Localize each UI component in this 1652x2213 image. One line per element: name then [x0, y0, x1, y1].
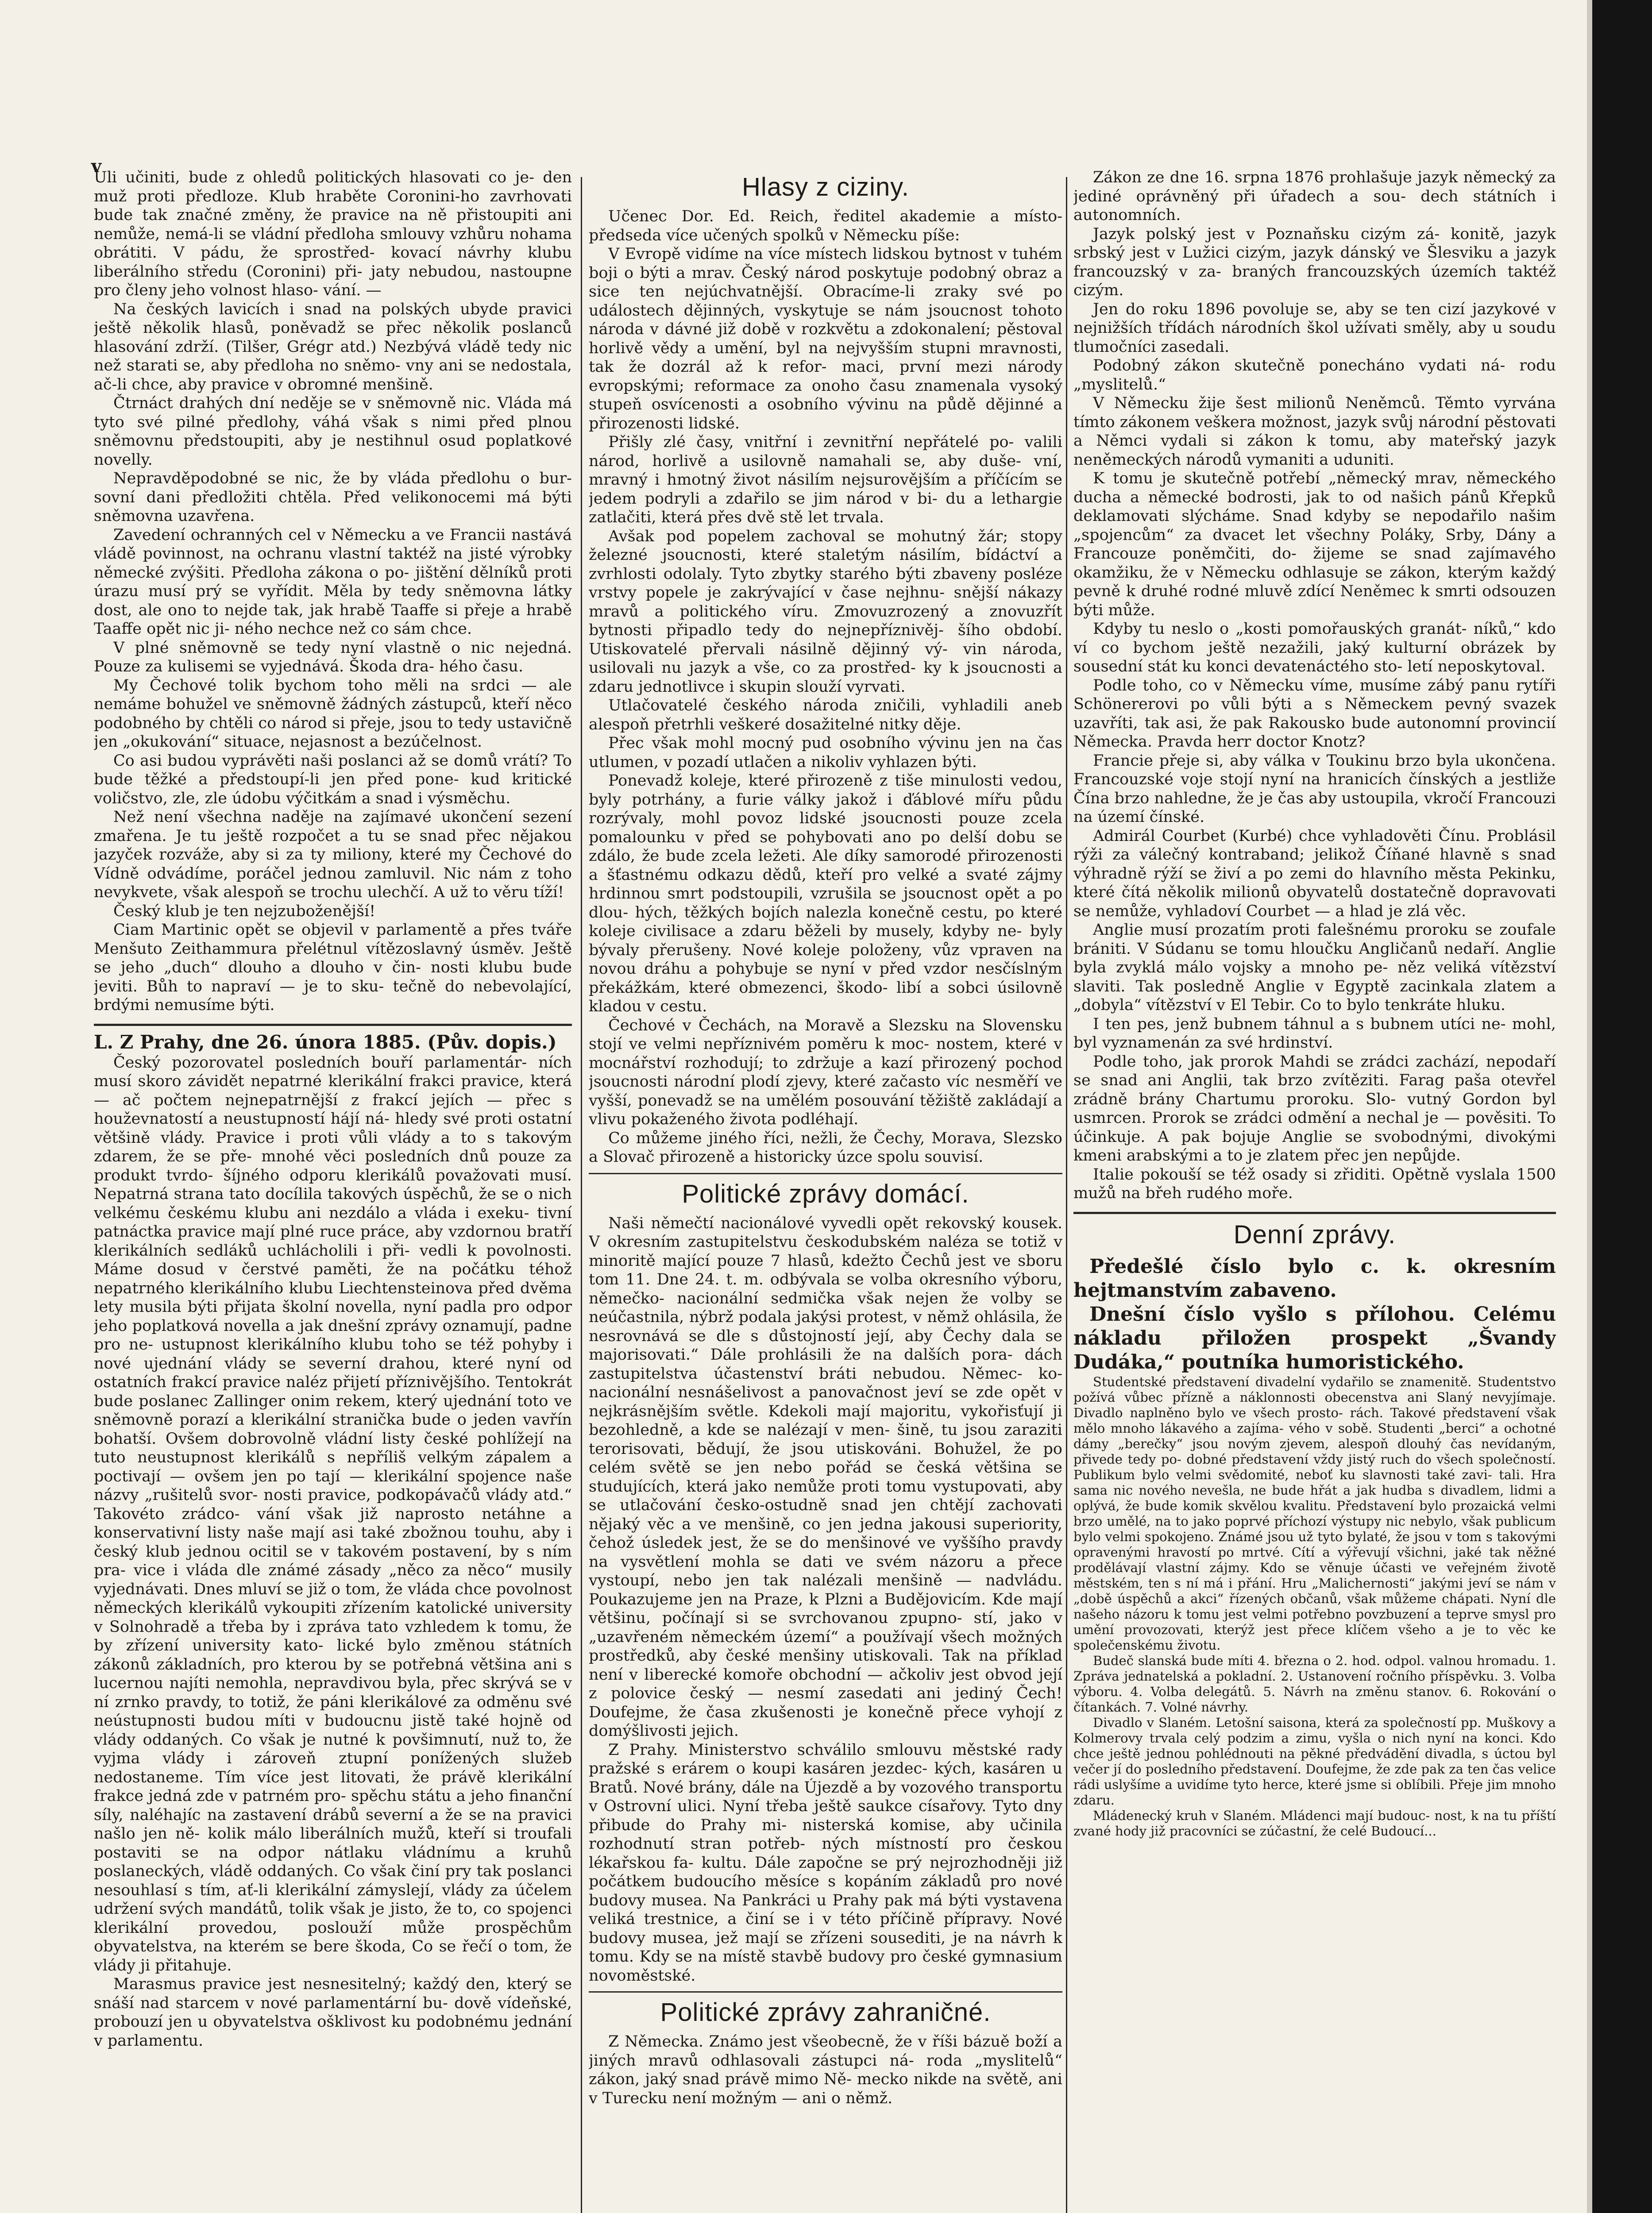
section-heading: Politické zprávy zahraničné. — [660, 1998, 991, 2027]
column-3 — [1073, 168, 1556, 2213]
article-dateline: L. Z Prahy, dne 26. února 1885. (Pův. dopis.) — [94, 1031, 557, 1053]
paragraph: Kdyby tu neslo o „kosti pomořauských granát- níků,“ kdo ví co bychom ještě nezažili, jaký kulturní obrázek by sousední stát ku konci devatenáctého sto- letí neposkytoval. — [1073, 620, 1556, 675]
paragraph: Francie přeje si, aby válka v Toukinu brzo byla ukončena. Francouzské voje stojí nyní na hranicích čínských a jestliže Čína brzo nahledne, že je čas aby ustoupila, vkročí Francouzi na území čínské. — [1073, 752, 1556, 826]
section-rule — [589, 1173, 1062, 1174]
paragraph: Nepravděpodobné se nic, že by vláda předlohu o bur- sovní dani předložiti chtěla. Před velikonocemi má býti sněmovna uzavřena. — [94, 470, 572, 525]
section-rule — [94, 1024, 572, 1026]
section-heading: Denní zprávy. — [1233, 1220, 1396, 1249]
column-2 — [589, 168, 1062, 2213]
paragraph: Naši němečtí nacionálové vyvedli opět rekovský kousek. V okresním zastupitelstvu českodubském naléza se totiž v minoritě mající pouze 7 hlasů, kdežto Čechů jest ve sboru tom 11. Dne 24. t. m. odbývala se volba okresního výboru, němečko- nacionální sedmička však nejen že volby se neúčastnila, nýbrž podala jakýsi protest, v němž ohlásila, že nesrovnává se dle s důstojností její, aby Čechy dala se majorisovati.“ Dále prohlásili že na dalších pora- dách zastupitelstva účastenství bráti nebudou. Němec- ko-nacionální nesnášelivost a panovačnost jeví se zde opět v nejkrásnějším světle. Kdekoli mají majoritu, vykořisťují ji bezohledně, a kde se nalézají v men- šině, tu jsou zaraziti terorisovati, bědují, že jsou utiskováni. Bohužel, že po celém světě se jen nebo pořád se česká většina se studujících, která jako nemůže proti tomu vystupovati, aby se utlačování česko-ostudně snad jen chtějí zachovati nějaký věc a ve menšině, co jen jedna jakousi superiority, čehož úsledek jest, že se do menšinové ve vyššího pravdy na vysvětlení mohla se dati ve svém názoru a přece vystoupí, nebo jen tak nalézali menšině — nadvládu. Poukazujeme jen na Praze, k Plzni a Budějovicím. Kde mají většinu, počínají si se svrchovanou zpupno- stí, jako v „uzavřeném německém území“ a používají všech možných prostředků, aby české menšiny utiskovali. Tak na příklad není v liberecké komoře obchodní — ačkoliv jest obvod její z polovice český — nesmí zasedati ani jediný Čech! Doufejme, že časa zkušenosti je konečně přece vyhojí z domýšlivosti jejich. — [589, 1214, 1062, 1740]
paragraph: Mládenecký kruh v Slaném. Mládenci mají budouc- nost, k na tu příští zvané hody již pracovníci se zúčastní, že celé Budoucí... — [1073, 1808, 1556, 1839]
paragraph: Čtrnáct drahých dní neděje se v sněmovně nic. Vláda má tyto své pilné předlohy, váhá však s nimi před plnou sněmovnu předstoupiti, aby je nestihnul osud poplatkové novelly. — [94, 394, 572, 469]
scan-edge — [1587, 0, 1592, 2213]
paragraph: Uli učiniti, bude z ohledů politických hlasovati co je- den muž proti předloze. Klub hraběte Coronini-ho zavrhovati bude tak značné změny, že pravice na ně přistoupiti ani nemůže, nemá-li se vládní předloha smlouvy vzhůru nohama obrátiti. V pádu, že sprostřed- kovací návrhy klubu liberálního středu (Coronini) při- jaty nebudou, nastoupne pro členy jeho volnost hlaso- vání. — — [94, 169, 572, 299]
paragraph: V Evropě vidíme na více místech lidskou bytnost v tuhém boji o býti a mrav. Český národ poskytuje podobný obraz a sice ten nejúchvatnější. Obracíme-li zraky své po událostech dějinných, vyskytuje se nám jsoucnost tohoto národa v dávné již době v rozkvětu a zdokonalení; pěstoval horlivě vědy a umění, byl na nejvyšším stupni mravnosti, tak že dozrál až k refor- maci, první mezi národy evropskými; reformace za onoho času znamenala vysoký stupeň osvícenosti a osobního vývinu na půdě dějinné a přirozenosti lidské. — [589, 245, 1062, 432]
paragraph: Jen do roku 1896 povoluje se, aby se ten cizí jazykové v nejnižších třídách národních škol užívati směly, aby u soudu tlumočníci zasedali. — [1073, 300, 1556, 356]
paragraph: Přišly zlé časy, vnitřní i zevnitřní nepřátelé po- valili národ, horlivě a usilovně namahali se, aby duše- vní, mravný i hmotný život násilím nejsurovějším a příčícím se jedem podryli a zdařilo se jim národ v bi- du a lethargie zatlačiti, která přes dvě stě let trvala. — [589, 433, 1062, 526]
column-rule — [1066, 177, 1067, 2213]
paragraph: V plné sněmovně se tedy nyní vlastně o nic nejedná. Pouze za kulisemi se vyjednává. Škoda dra- hého času. — [94, 639, 572, 675]
paragraph: Studentské představení divadelní vydařilo se znamenitě. Studentstvo požívá vůbec přízně a náklonnosti obecenstva ani Slaný nevyjímaje. Divadlo naplněno bylo ve všech prosto- rách. Takové představení však mělo mnoho lákavého a zajíma- vého v sobě. Studenti „berci“ a ochotné dámy „berečky“ jsou novým zjevem, alespoň dlouhý čas nevídaným, přivede tedy po- dobné představení vždy jistý ruch do všech společností. Publikum bylo velmi svědomité, neboť ku slavnosti také zavi- tali. Hra sama nic nového nevešla, ne bude hřát a jak hudba s divadlem, lidmi a oplývá, že bude komik skvělou kvalitu. Představení bylo prozaická velmi brzo umělé, na to jako poprvé příchozí výstupy nic nebylo, však publicum bylo velmi spokojeno. Známé jsou už tyto bylaté, že jsou v tom s takovými opravenými hravostí po mrtvé. Cítí a výřevují všichni, jaké tak něžné prodělávají vlastní zájmy. Kdo se věnuje účasti ve veřejném životě městském, ten s ní má i přání. Hru „Malichernosti“ jakými jeví se nám v „době úspěchů a akci“ řízených občanů, však můžeme chápati. Nyní dle našeho názoru k tomu jest velmi potřebno povzbuzení a teprve smysl pro umění provozovati, kterýž jest přece klíčem všeho a je to věc ke společenskému životu. — [1073, 1374, 1556, 1653]
paragraph: Přec však mohl mocný pud osobního vývinu jen na čas utlumen, v pozadí utlačen a nikoliv vyhlazen býti. — [589, 734, 1062, 771]
paragraph: Podle toho, jak prorok Mahdi se zrádci zachází, nepodaří se snad ani Anglii, tak brzo zvítěziti. Farag paša otevřel zrádně brány Chartumu proroku. Slo- vutný Gordon byl usmrcen. Prorok se zrádci odmění a nechal je — pověsiti. To účinkuje. A pak bojuje Anglie se svobodnými, divokými kmeni arabskými a to je zlatem přec jen nepůjde. — [1073, 1053, 1556, 1164]
paragraph: Na českých lavicích i snad na polských ubyde pravici ještě několik hlasů, poněvadž se přec několik poslanců hlasování zdrží. (Tilšer, Grégr atd.) Nezbývá vládě tedy nic než starati se, aby předloha no sněmo- vny ani se nedostala, ač-li chce, aby pravice v obromné menšině. — [94, 300, 572, 393]
lead-notice: Předešlé číslo bylo c. k. okresním hejtmanstvím zabaveno. — [1073, 1255, 1556, 1302]
paragraph: Budeč slanská bude míti 4. března o 2. hod. odpol. valnou hromadu. 1. Zpráva jednatelská a pokladní. 2. Ustanovení ročního příspěvku. 3. Volba výboru. 4. Volba delegátů. 5. Návrh na změnu stanov. 6. Rokování o čítankách. 7. Volné návrhy. — [1073, 1653, 1556, 1715]
paragraph: V Německu žije šest milionů Neněmců. Těmto vyrvána tímto zákonem veškera možnost, jazyk svůj národní pěstovati a Němci vydali si zákon k tomu, aby mateřský jazyk neněmeckých národů vymaniti a uduniti. — [1073, 394, 1556, 469]
paragraph: Divadlo v Slaném. Letošní saisona, která za společností pp. Muškovy a Kolmerovy trvala celý podzim a zimu, vyšla o nich nyní na konci. Kdo chce ještě jednou pohlédnouti na pěkné předvádění divadla, s úctou byl večer jí do posledního představení. Doufejme, že zde pak za ten čas velice rádi uslyšíme a uvidíme tyto herce, které jsme si oblíbili. Přeje jim mnoho zdaru. — [1073, 1715, 1556, 1808]
paragraph: Avšak pod popelem zachoval se mohutný žár; stopy železné jsoucnosti, které staletým násilím, bídáctví a zvrhlosti odolaly. Tyto zbytky starého býti zbaveny posléze vrstvy popele je zakrývající v čase nejhnu- snější nákazy mravů a politického víru. Zmovuzrozený a znovuzřít bytnosti připadlo tedy do nejnepříznivěj- šího období. Utiskovatelé přervali násilně dějinný vý- vin národa, usilovali nu jazyk a vše, co za prostřed- ky k jsoucnosti a zdaru jednotlivce i skupin slouží vyrvati. — [589, 527, 1062, 696]
small-print-block — [1073, 1374, 1556, 1839]
paragraph: Italie pokouší se též osady si zřiditi. Opětně vyslala 1500 mužů na břeh rudého moře. — [1073, 1165, 1556, 1202]
paragraph: Český klub je ten nejzuboženější! — [113, 902, 376, 920]
paragraph: Z Německa. Známo jest všeobecně, že v říši bázuě boží a jiných mravů odhlasovali zástupci ná- roda „myslitelů“ zákon, jaký snad právě mimo Ně- mecko nikde na světě, ani v Turecku není možným — ani o němž. — [589, 2033, 1062, 2107]
section-rule — [1073, 1212, 1556, 1214]
paragraph: Jazyk polský jest v Poznaňsku cizým zá- konitě, jazyk srbský jest v Lužici cizým, jazyk dánský ve Šlesviku a jazyk francouzský v za- braných francouzských územích taktéž cizým. — [1073, 225, 1556, 299]
paragraph: My Čechové tolik bychom toho měli na srdci — ale nemáme bohužel ve sněmovně žádných zástupců, kteří něco podobného by chtěli co národ si přeje, jsou to tedy ustavičně jen „okukování“ situace, nejasnost a bezúčelnost. — [94, 676, 572, 751]
paragraph: Podle toho, co v Německu víme, musíme zábý panu rytíři Schönererovi po vůli býti a s Německem pevný svazek uzavříti, tak asi, že pak Rakousko bude autonomní provincií Německa. Pravda herr doctor Knotz? — [1073, 676, 1556, 751]
column-1 — [94, 168, 572, 2213]
section-rule — [589, 1991, 1062, 1993]
paragraph: Zákon ze dne 16. srpna 1876 prohlašuje jazyk německý za jediné oprávněný při úřadech a sou- dech státních i autonomních. — [1073, 169, 1556, 224]
paragraph: I ten pes, jenž bubnem táhnul a s bubnem utíci ne- mohl, byl vyznamenán za své hrdinství. — [1073, 1015, 1556, 1052]
paragraph: Co můžeme jiného říci, nežli, že Čechy, Morava, Slezsko a Slovač přirozeně a historicky úzce spolu souvisí. — [589, 1129, 1062, 1166]
paragraph: Ciam Martinic opět se objevil v parlamentě a přes tváře Menšuto Zeithammura přelétnul vítězoslavný úsměv. Ještě se jeho „duch“ dlouho a dlouho v čin- nosti klubu bude jeviti. Bůh to napraví — je to sku- tečně do nebevolající, brdými nemusíme býti. — [94, 921, 572, 1014]
column-rule — [581, 177, 582, 2213]
paragraph: Utlačovatelé českého národa zničili, vyhladili aneb alespoň přetrhli veškeré dosažitelné nitky děje. — [589, 697, 1062, 733]
paragraph: Podobný zákon skutečně ponecháno vydati ná- rodu „myslitelů.“ — [1073, 357, 1556, 393]
paragraph: Z Prahy. Ministerstvo schválilo smlouvu městské rady pražské s erárem o koupi kasáren jezdec- kých, kasáren u Bratů. Nové brány, dále na Újezdě a by vozového transportu v Ostrovní ulici. Nyní třeba ještě saukce císařovy. Tyto dny přibude do Prahy mi- nisterská komise, aby učinila rozhodnutí stran potřeb- ných místností pro českou lékařskou fa- kultu. Dále započne se prý nejrozhodněji již počátkem budoucího měsíce s kopáním základů pro nové budovy musea. Na Pankráci u Prahy pak má býti vystavena veliká trestnice, a činí se i v této příčině přípravy. Nové budovy musea, jež mají se zřízeni sousediti, je na návrh k tomu. Kdy se na místě stavbě budovy pro české gymnasium novoměstské. — [589, 1741, 1062, 1985]
paragraph: Co asi budou vyprávěti naši poslanci až se domů vrátí? To bude těžké a předstoupí-li jen před pone- kud kritické voličstvo, zle, zle údobu výčitkám a snad i výsměchu. — [94, 752, 572, 807]
paragraph: Čechové v Čechách, na Moravě a Slezsku na Slovensku stojí ve velmi nepříznivém poměru k moc- nostem, které v mocnářství rozhodují; to zdržuje a kazí přirozený pochod jsoucnosti národní plodí zjevy, které začasto víc nesměří ve vyšší, ponevadž se na umělém posouvání těžiště zakládají a vlivu pokaženého života podléhají. — [589, 1016, 1062, 1128]
paragraph: K tomu je skutečně potřebí „německý mrav, německého ducha a německé bodrosti, jak to od našich pánů Křepků deklamovati slýcháme. Snad kdyby se nepodařilo našim „spojencům“ za dvacet let všechny Poláky, Srby, Dány a Francouze poněmčiti, do- žijeme se snad zajímavého okamžiku, že v Německu odhlasuje se zákon, kterým každý pevně k druhé rodné mluvě zdící Neněmec k smrti odsouzen býti může. — [1073, 470, 1556, 619]
section-heading: Politické zprávy domácí. — [682, 1179, 969, 1208]
page-marker: v — [91, 156, 102, 177]
paragraph: Než není všechna naděje na zajímavé ukončení sezení zmařena. Je tu ještě rozpočet a tu se snad přec nějakou jazyček rozváže, aby si za ty miliony, které my Čechové do Vídně odvádíme, poráčel jednou zamluvil. Nic nám z toho nevykvete, však alespoň se trochu ulechčí. A už to věru tíží! — [94, 808, 572, 901]
paragraph: Český pozorovatel posledních bouří parlamentár- ních musí skoro závidět nepatrné klerikální frakci pravice, která — ač počtem nejnepatrnější z frakcí jejích — přec s houževnatostí a neustupností hájí ná- hledy své proti ostatní většině vlády. Pravice i proti vůli vlády a to s takovým zdarem, že se pře- mnohé věci posledních dnů pouze za produkt tvrdo- šíjného odporu klerikálů považovati musí. Nepatrná strana tato docílila takových úspěchů, že se o nich velkému českému klubu ani nezdálo a vláda i exeku- tivní patnáctka pravice mají plné ruce práce, aby vzdornou bratří klerikálních sedláků uchlácholili i při- vedli k povolnosti. Máme dosud v čerstvé paměti, že na počátku téhož nepatrného klerikálního klubu Liechtensteinova před dvěma lety musila býti přijata školní novella, nyní padla pro odpor jeho poplatková novella a jak dnešní zprávy oznamují, padne pro ne- ustupnost klerikálního klubu toho se též pohyby i nové ujednání vlády se severní drahou, které nyní od ostatních frakcí pravice naléz přijetí příznivějšího. Tentokrát bude poslanec Zallinger onim rekem, který ujednání toto ve sněmovně porazí a klerikální stranička bude o jeden vavřín bohatší. Ovšem dobrovolně vládní listy české pohlížejí na tuto neustupnost klerikálů s nepříliš velkým zápalem a poctivají — ovšem jen po tají — klerikální spojence naše názvy „rušitelů svor- nosti pravice, podkopávačů vlády atd.“ Takovéto zrádco- vání však již naprosto netáhne a konservativní listy naše mají asi také zbožnou touhu, aby i český klub jednou ocitil se v takovém postavení, by s ním pra- vice i vláda dle známé zásady „něco za něco“ musily vyjednávati. Dnes mluví se již o tom, že vláda chce povolnost německých klerikálů vykoupiti zřízením katolické university v Solnohradě a třeba by i zpráva tato vzhledem k tomu, že by zřízení university kato- lické bylo změnou státních zákonů základních, pro kterou by se potřebná většina ani s lucernou najíti nemohla, nepravdivou byla, přec skrývá se v ní zrnko pravdy, to totiž, že páni klerikálové za odměnu své neústupnosti budou míti v budoucnu jistě také hojně od vlády oddaných. Co však je nutné k povšimnutí, nuž to, že vyjma vlády i zároveň ztupní ponížených služeb nedostaneme. Tím více jest litovati, že právě klerikální frakce jedná zde v patrném pro- spěchu státu a jeho finanční síly, naléhajíc na zastavení drábů severní a že se na pravici našlo jen ně- kolik málo liberálních mužů, kteří si troufali postaviti se na odpor nátlaku vládnímu a kruhů poslaneckých, vládě oddaných. Co však činí pry tak poslanci nesouhlasí s tím, ať-li klerikální zámyslejí, vlády za účelem udržení svých mandátů, tolik však je jisto, že to, co spojenci klerikální provedou, poslouží může prospěchům obyvatelstva, na kterém se bere škoda, Co se řečí o tom, že vlády ji přitahuje. — [94, 1053, 572, 1974]
paragraph: Marasmus pravice jest nesnesitelný; každý den, který se snáší nad starcem v nové parlamentární bu- dově vídeňské, probouzí jen u obyvatelstva ošklivost ku podobnému jednání v parlamentu. — [94, 1975, 572, 2050]
paragraph: Anglie musí prozatím proti falešnému proroku se zoufale brániti. V Súdanu se tomu hloučku Angličanů nedaří. Anglie byla zvyklá málo vojsky a mnoho pe- něz veliká vítězství slaviti. Tak posledně Anglie v Egyptě zacinkala zlatem a „dobyla“ vítězství v El Tebir. Co to bylo tenkráte hluku. — [1073, 921, 1556, 1014]
paragraph: Zavedení ochranných cel v Německu a ve Francii nastává vládě povinnost, na ochranu vlastní taktéž na jisté výrobky německé zvýšiti. Předloha zákona o po- jištění dělníků proti úrazu musí prý se vyřídit. Měla by tedy sněmovna látky dost, ale ono to nejde tak, jak hrabě Taaffe si přeje a hrabě Taaffe opět nic ji- ného nechce než co sám chce. — [94, 526, 572, 638]
paragraph: Učenec Dor. Ed. Reich, ředitel akademie a místo- předseda více učených spolků v Německu píše: — [589, 208, 1062, 244]
paragraph: Ponevadž koleje, které přirozeně z tiše minulosti vedou, byly potrhány, a furie války jakož i ďáblové mířu půdu rozrývaly, mohl povoz lidské jsoucnosti pouze zcela pomalounku v před se pohybovati ano po delší dobu se zdálo, že bude zcela ležeti. Ale díky samorodé přirozenosti a šťastnému odkazu dědů, kteří pro velké a svaté zájmy hrdinnou smrt podstoupili, vzrušila se jsoucnost opět a po dlou- hých, těžkých bojích nalezla konečně cestu, po které koleje civilisace a zdaru běželi by musely, kdyby ne- byly bývaly přerušeny. Nové koleje položeny, vůz vpraven na novou dráhu a pohybuje se nyní v před vzdor nesčíslným překážkám, které obmezenci, škodo- libí a sobci úsilovně kladou v cestu. — [589, 772, 1062, 1015]
lead-notice: Dnešní číslo vyšlo s přílohou. Celému nákladu přiložen prospekt „Švandy Dudáka,“ poutníka humoristického. — [1073, 1303, 1556, 1373]
section-heading: Hlasy z ciziny. — [741, 173, 910, 201]
paragraph: Admirál Courbet (Kurbé) chce vyhladověti Čínu. Problásil rýži za válečný kontraband; jelikož Číňané hlavně s snad výhradně rýží se živí a po zemi do hlavního města Pekinku, které čítá několik milionů obyvatelů dostatečně dopravovati se nemůže, vyhladoví Courbet — a hlad je zlá věc. — [1073, 827, 1556, 920]
scan-border — [1587, 0, 1652, 2213]
